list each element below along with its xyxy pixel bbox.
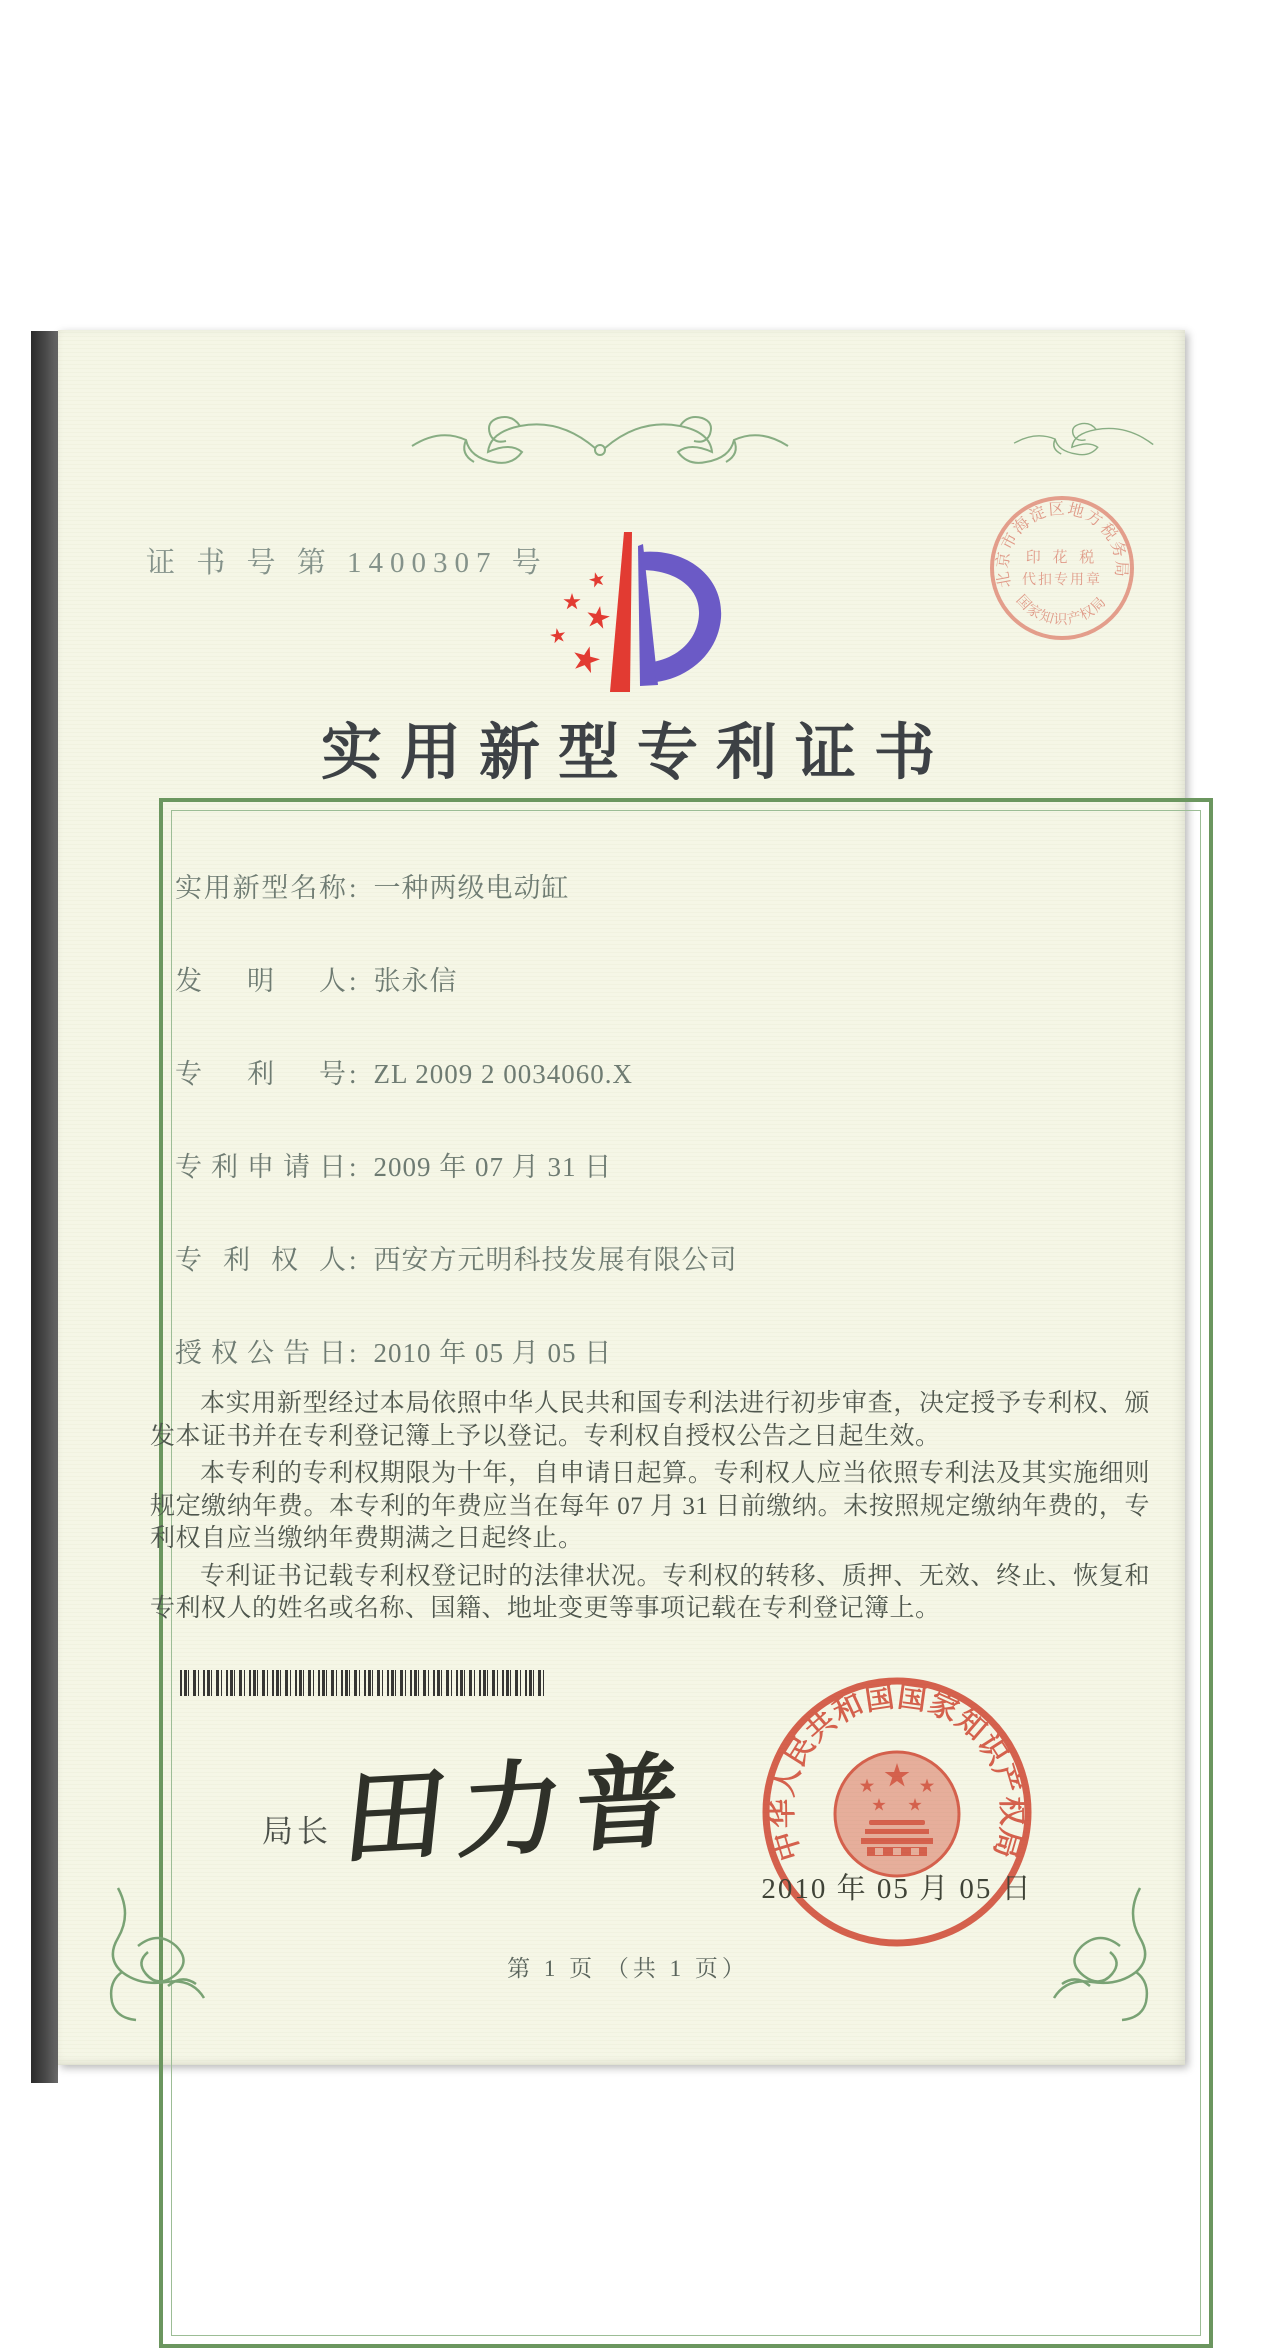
sipo-logo-icon — [538, 530, 738, 708]
signer-title: 局长 — [262, 1814, 332, 1849]
field-value: 2009 年 07 月 31 日 — [373, 1152, 613, 1182]
field-patent-number: 专利号: ZL 2009 2 0034060.X — [175, 1052, 1075, 1088]
page-footer: 第 1 页 （共 1 页） — [507, 1956, 749, 1981]
field-label: 专利申请日 — [175, 1152, 347, 1182]
paragraph-register: 专利证书记载专利权登记时的法律状况。专利权的转移、质押、无效、终止、恢复和专利权人的姓名或名称、国籍、地址变更等事项记载在专利登记簿上。 — [150, 1562, 1150, 1622]
certificate-fields — [175, 866, 1075, 1424]
tax-seal-center-line1: 印 花 税 — [1025, 550, 1099, 566]
field-grant-date: 授权公告日: 2010 年 05 月 05 日 — [175, 1331, 1075, 1367]
tax-seal-center-line2: 代扣专用章 — [1022, 573, 1102, 588]
logo-stars — [549, 570, 611, 674]
field-value: 一种两级电动缸 — [373, 873, 570, 903]
paragraph-term-fees: 本专利的专利权期限为十年，自申请日起算。专利权人应当依照专利法及其实施细则规定缴纳年费。本专利的年费应当在每年 07 月 31 日前缴纳。未按照规定缴纳年费的，专利权自应当缴纳年费期满之日起终止。 — [150, 1460, 1150, 1552]
barcode — [180, 1670, 547, 1696]
certificate-title: 实用新型专利证书 — [320, 720, 953, 787]
national-emblem-icon — [835, 1752, 959, 1876]
director-signature: 田力普 — [338, 1745, 698, 1878]
field-label: 发明人 — [175, 966, 347, 996]
scan-edge-shadow — [31, 331, 58, 2083]
field-label: 授权公告日 — [175, 1338, 347, 1368]
legal-text — [150, 1388, 1150, 1631]
field-label: 专利权人 — [175, 1245, 347, 1275]
tax-stamp-seal — [982, 488, 1142, 648]
field-label: 实用新型名称 — [175, 873, 347, 903]
field-label: 专利号 — [175, 1059, 347, 1089]
field-inventor: 发明人: 张永信 — [175, 959, 1075, 995]
logo-red-wedge — [610, 532, 632, 692]
field-patentee: 专利权人: 西安方元明科技发展有限公司 — [175, 1238, 1075, 1274]
seal-date: 2010 年 05 月 05 日 — [761, 1873, 1033, 1905]
field-value: 西安方元明科技发展有限公司 — [373, 1245, 738, 1275]
field-utility-model-name: 实用新型名称: 一种两级电动缸 — [175, 866, 1075, 902]
paragraph-grant: 本实用新型经过本局依照中华人民共和国专利法进行初步审查，决定授予专利权、颁发本证书并在专利登记簿上予以登记。专利权自授权公告之日起生效。 — [150, 1390, 1150, 1450]
field-application-date: 专利申请日: 2009 年 07 月 31 日 — [175, 1145, 1075, 1181]
field-value: ZL 2009 2 0034060.X — [373, 1059, 633, 1089]
tax-seal-ring-top: 北京市海淀区地方税务局 — [994, 500, 1130, 590]
seal-ring-text: 中华人民共和国国家知识产权局 — [766, 1681, 1028, 1865]
tax-seal-ring-bottom: 国家知识产权局 — [1012, 592, 1110, 629]
field-value: 2010 年 05 月 05 日 — [373, 1338, 613, 1368]
certificate-number: 证 书 号 第 1400307 号 — [146, 547, 548, 579]
field-value: 张永信 — [373, 966, 458, 996]
official-seal — [755, 1670, 1039, 1954]
